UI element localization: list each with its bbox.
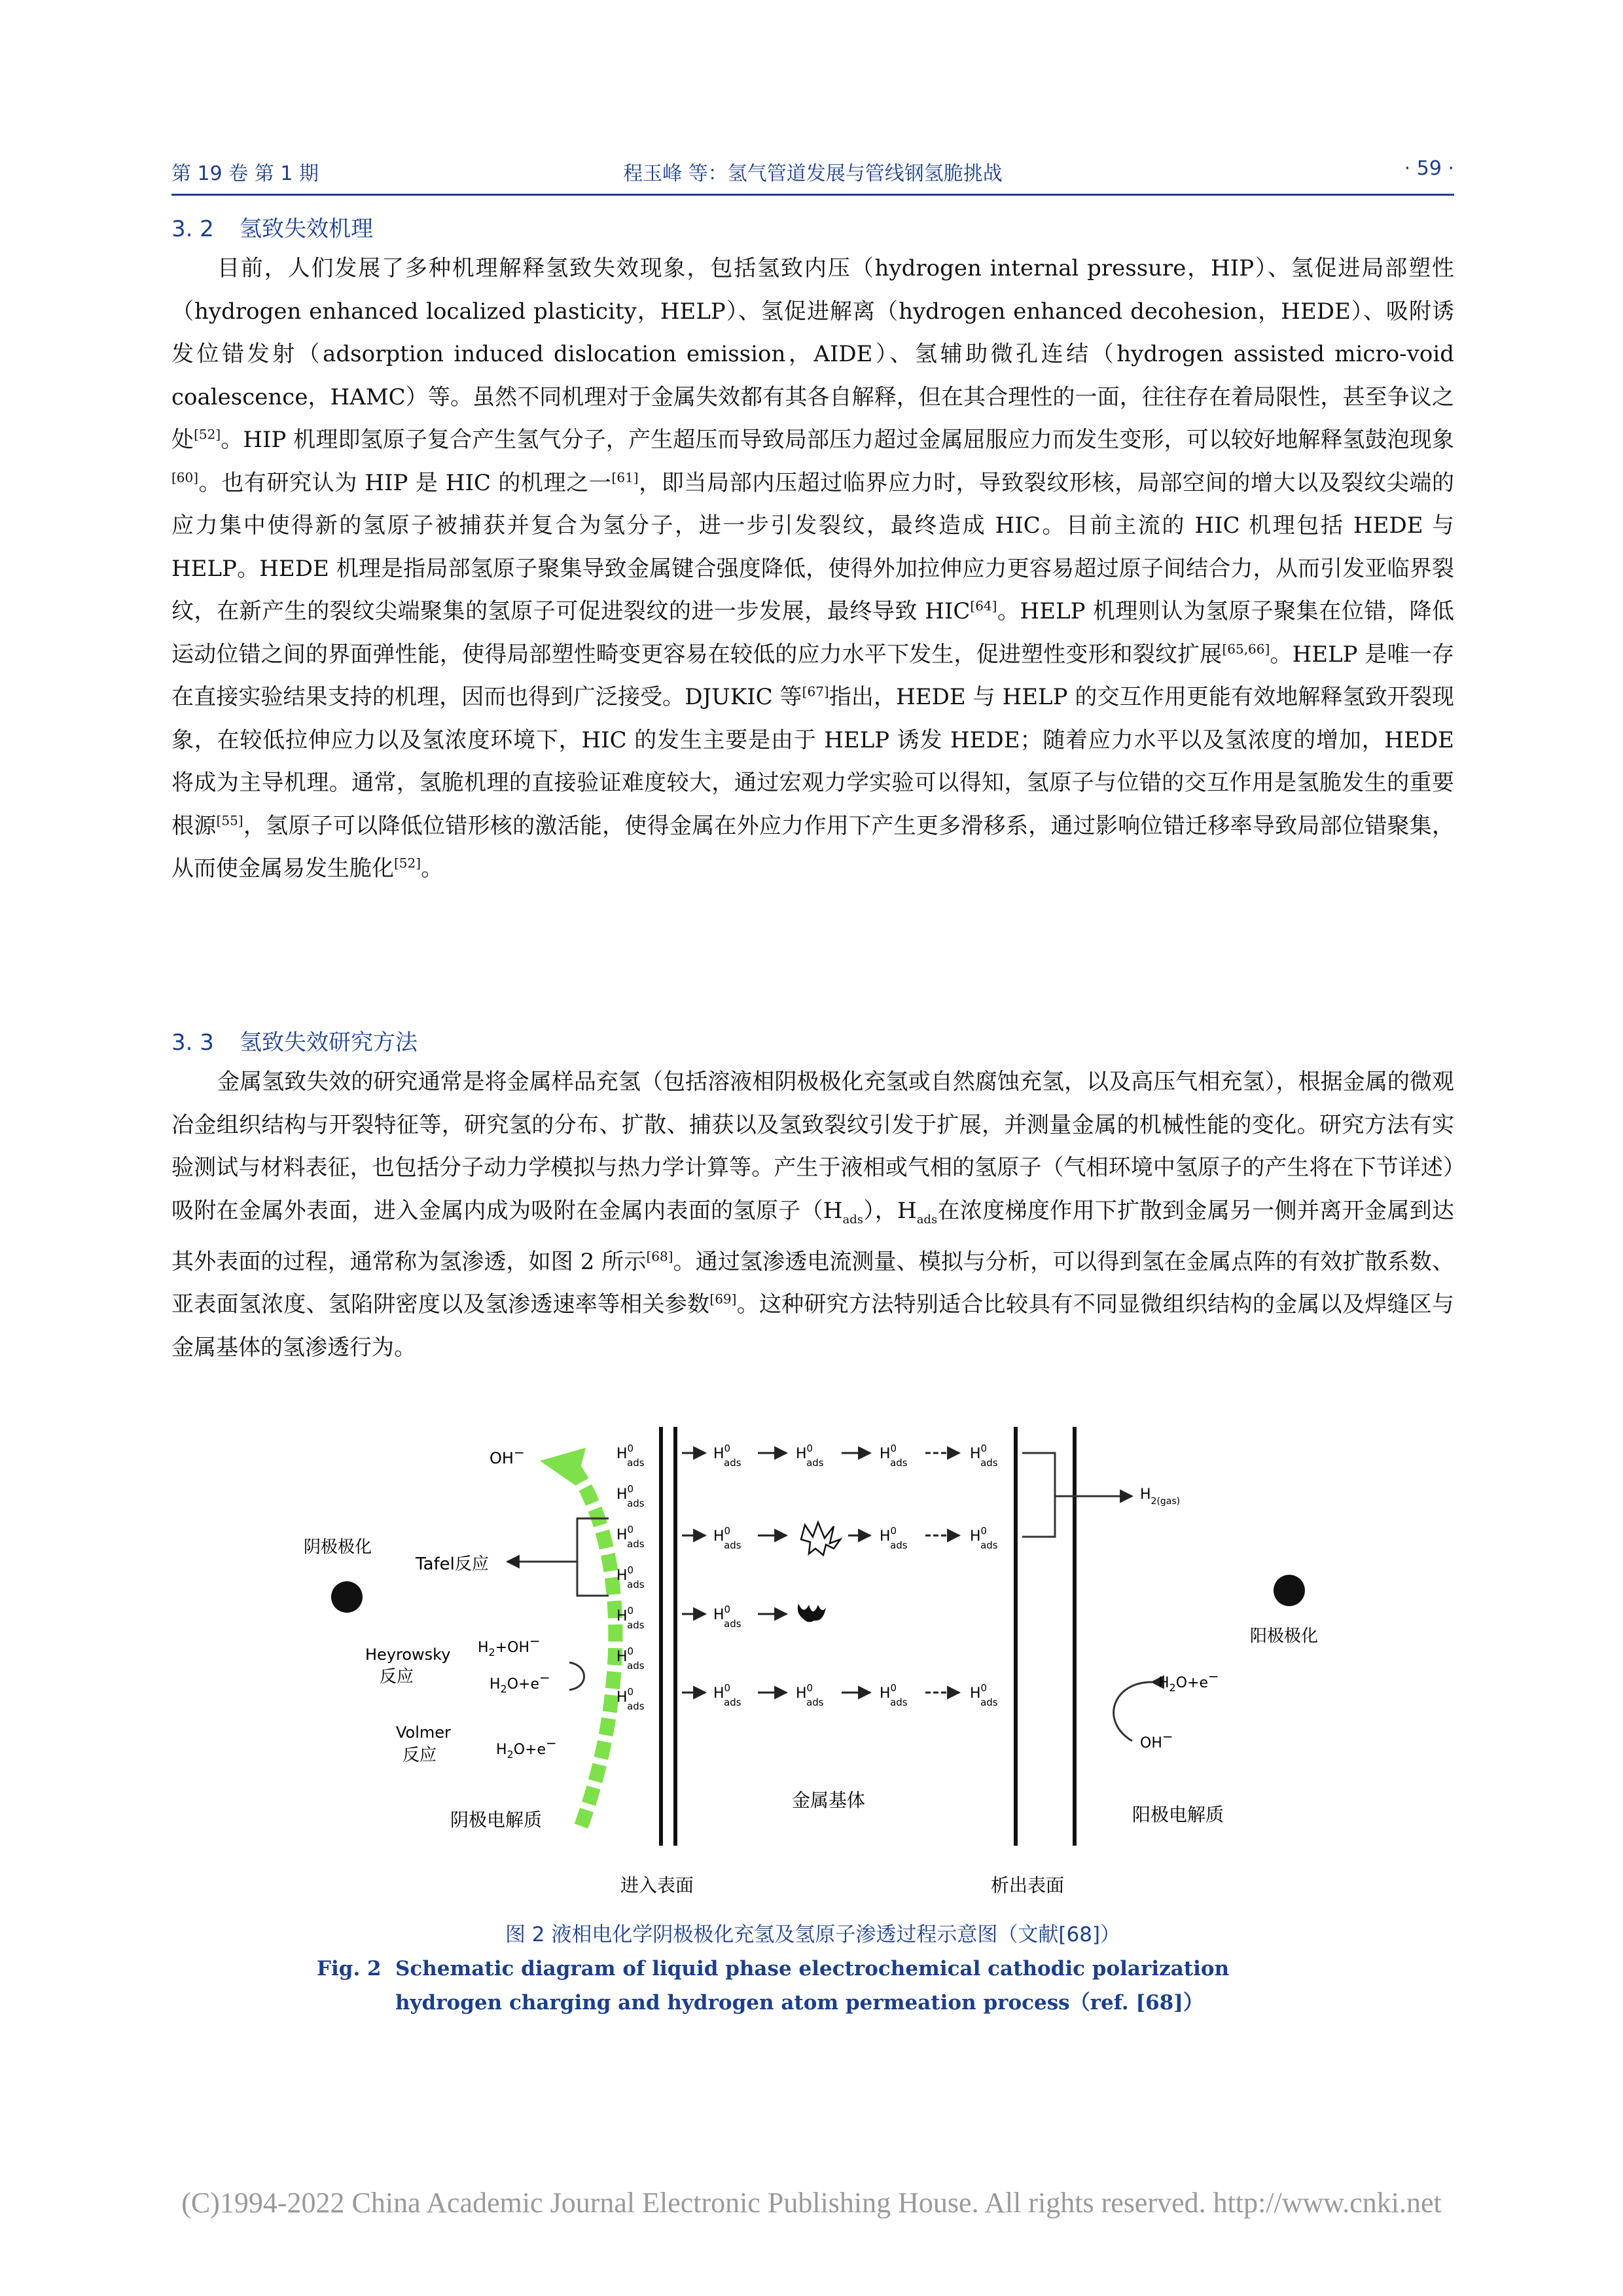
hads-label: $H^0$ ads <box>713 1682 741 1708</box>
hads-label: $H^0$ ads <box>616 1483 645 1509</box>
text-run: 。HIP 机理即氢原子复合产生氢气分子，产生超压而导致局部压力超过金属屈服应力而发生变形，可以较好地解释氢鼓泡现象 <box>221 427 1455 453</box>
page-number: · 59 · <box>1404 157 1454 180</box>
cathode-electrode <box>331 1581 363 1613</box>
cathode-polarization-label: 阴极极化 <box>304 1537 372 1557</box>
citation: [60] <box>171 469 199 486</box>
h2-oh-label: $H_2+OH-$ <box>478 1633 541 1659</box>
citation: [52] <box>194 426 221 442</box>
hads-label: $H^0$ ads <box>713 1443 741 1469</box>
text-run: 在浓度梯度作用下扩散到金属另一侧并离开金属到达其外表面的过程，通常称为氢渗透，如图 2 所示 <box>171 1197 1455 1275</box>
text-run: 。通过氢渗透电流测量、模拟与分析，可以得到氢在金属点阵的有效扩散系数、亚表面氢浓度、氢陷阱密度以及氢渗透速率等相关参数 <box>171 1248 1455 1318</box>
citation: [69] <box>709 1291 737 1307</box>
hads-label: $H^0$ ads <box>880 1682 908 1708</box>
heyrowsky-reaction-label: 反应 <box>380 1667 414 1687</box>
hydrogen-permeation-diagram <box>281 1407 1355 1905</box>
paragraph-mechanisms <box>171 247 1454 891</box>
exit-surface-label: 析出表面 <box>991 1874 1065 1896</box>
section-heading-3-3 <box>171 1024 418 1056</box>
section-number: 3. 2 <box>171 216 214 242</box>
running-title: 程玉峰 等：氢气管道发展与管线钢氢脆挑战 <box>623 162 1003 185</box>
hads-label: $H^0$ ads <box>880 1443 908 1469</box>
anode-polarization-label: 阳极极化 <box>1250 1626 1319 1646</box>
hads-label: $H^0$ ads <box>880 1525 908 1551</box>
permeation-row-3 <box>682 1604 826 1630</box>
figure-label: Fig. 2 <box>317 1957 382 1981</box>
copyright-footer: (C)1994-2022 China Academic Journal Electronic Publishing House. All rights reserved. http://www.cnki.net <box>181 2187 1442 2219</box>
anode-reaction-curve <box>1114 1682 1152 1741</box>
permeation-row-4 <box>682 1682 998 1708</box>
running-header <box>171 157 1454 192</box>
anode-electrode <box>1274 1575 1305 1606</box>
text-run: ，氢原子可以降低位错形核的激活能，使得金属在外应力作用下产生更多滑移系，通过影响位错迁移率导致局部位错聚集，从而使金属易发生脆化 <box>171 812 1455 882</box>
section-number: 3. 3 <box>171 1030 214 1056</box>
figure-caption-english <box>317 1952 1338 2020</box>
tafel-label: Tafel反应 <box>416 1554 489 1574</box>
subscript: ads <box>916 1212 938 1227</box>
h2-gas-label: $H_{2(gas)}$ <box>1140 1486 1181 1507</box>
text-run: 。 <box>421 855 444 882</box>
section-title: 氢致失效机理 <box>240 216 373 242</box>
cathode-electrolyte-label: 阴极电解质 <box>450 1809 543 1831</box>
text-run: 指出，HEDE 与 HELP 的交互作用更能有效地解释氢致开裂现象，在较低拉伸应力以及氢浓度环境下，HIC 的发生主要是由于 HELP 诱发 HEDE；随着应力水平以及氢浓度的增加，HEDE 将成为主导机理。通常，氢脆机理的直接验证难度较大，通过宏观力学实验可以得知，氢原子与位错的交互作用是氢脆发生的重要根源 <box>171 684 1454 839</box>
text-run: 。HELP 机理则认为氢原子聚集在位错，降低运动位错之间的界面弹性能，使得局部塑性畸变更容易在较低的应力水平下发生，促进塑性变形和裂纹扩展 <box>171 598 1454 668</box>
citation: [55] <box>216 812 243 829</box>
volmer-reaction-label: 反应 <box>402 1746 437 1765</box>
paragraph-methods <box>171 1061 1454 1369</box>
entry-surface-label: 进入表面 <box>620 1874 694 1896</box>
heyrowsky-label: Heyrowsky <box>365 1645 451 1664</box>
h2o-e-label-2: $H_2O+e-$ <box>496 1735 557 1761</box>
hads-label: $H^0$ ads <box>970 1682 998 1708</box>
hads-label: $H^0$ ads <box>616 1524 645 1550</box>
hads-label: $H^0$ ads <box>616 1686 645 1712</box>
citation: [67] <box>802 683 829 700</box>
heyrowsky-curve <box>569 1662 584 1690</box>
hads-label: $H^0$ ads <box>796 1443 824 1469</box>
hads-label: $H^0$ ads <box>616 1443 645 1469</box>
citation: [68] <box>646 1248 673 1265</box>
hads-label: $H^0$ ads <box>616 1564 645 1590</box>
text-run: ，即当局部内压超过临界应力时，导致裂纹形核，局部空间的增大以及裂纹尖端的应力集中使得新的氢原子被捕获并复合为氢分子，进一步引发裂纹，最终造成 HIC。目前主流的 HIC 机理包括 HEDE 与 HELP。HEDE 机理是指局部氢原子聚集导致金属键合强度降低，使得外加拉伸应力更容易超过原子间结合力，从而引发亚临界裂纹，在新产生的裂纹尖端聚集的氢原子可促进裂纹的进一步发展，最终导致 HIC <box>171 469 1454 624</box>
hydrogen-trap-icon <box>798 1604 826 1622</box>
section-title: 氢致失效研究方法 <box>240 1030 418 1056</box>
dislocation-tangle-icon <box>801 1522 840 1555</box>
oh-top-label: OH− <box>490 1444 525 1467</box>
hads-label: $H^0$ ads <box>796 1682 824 1708</box>
text-run: 。HELP 是唯一存在直接实验结果支持的机理，因而也得到广泛接受。DJUKIC 等 <box>171 641 1454 710</box>
text-run: 。这种研究方法特别适合比较具有不同显微组织结构的金属以及焊缝区与金属基体的氢渗透行为。 <box>171 1291 1455 1361</box>
section-heading-3-2 <box>171 211 373 243</box>
citation: [61] <box>611 469 639 486</box>
anode-electrolyte-label: 阳极电解质 <box>1132 1804 1224 1825</box>
citation: [65,66] <box>1222 641 1270 657</box>
permeation-row-2 <box>682 1522 998 1555</box>
hads-label: $H^0$ ads <box>970 1443 998 1469</box>
header-divider <box>171 194 1454 196</box>
subscript: ads <box>842 1212 864 1227</box>
h2-gas-bracket <box>1022 1453 1055 1537</box>
permeation-row-1 <box>682 1443 998 1469</box>
text-run: 。也有研究认为 HIP 是 HIC 的机理之一 <box>198 469 612 496</box>
citation: [64] <box>970 598 997 614</box>
citation: [52] <box>394 855 421 871</box>
figure-caption-text: Schematic diagram of liquid phase electrochemical cathodic polarization hydrogen charging and hydrogen atom permeation process（ref. [68]） <box>395 1957 1230 2015</box>
anode-h2o-e-label: $H_2O+e-$ <box>1158 1668 1219 1694</box>
text-run: 目前，人们发展了多种机理解释氢致失效现象，包括氢致内压（hydrogen internal pressure，HIP）、氢促进局部塑性（hydrogen enhanced localized plasticity，HELP）、氢促进解离（hydrogen enhanced decohesion，HEDE）、吸附诱发位错发射（adsorption induced dislocation emission，AIDE）、氢辅助微孔连结（hydrogen assisted micro-void coalescence，HAMC）等。虽然不同机理对于金属失效都有其各自解释，但在其合理性的一面，往往存在着局限性，甚至争议之处 <box>171 255 1454 453</box>
text-run: 金属氢致失效的研究通常是将金属样品充氢（包括溶液相阴极极化充氢或自然腐蚀充氢，以及高压气相充氢），根据金属的微观冶金组织结构与开裂特征等，研究氢的分布、扩散、捕获以及氢致裂纹引发于扩展，并测量金属的机械性能的变化。研究方法有实验测试与材料表征，也包括分子动力学模拟与热力学计算等。产生于液相或气相的氢原子（气相环境中氢原子的产生将在下节详述）吸附在金属外表面，进入金属内成为吸附在金属内表面的氢原子（H <box>171 1069 1454 1224</box>
anode-oh-label: OH− <box>1140 1729 1173 1751</box>
entry-hads-column <box>616 1443 645 1712</box>
text-run: ），H <box>863 1197 917 1224</box>
green-reaction-arrow <box>573 1466 615 1826</box>
volmer-label: Volmer <box>396 1723 451 1742</box>
journal-volume-issue: 第 19 卷 第 1 期 <box>171 162 319 185</box>
hads-label: $H^0$ ads <box>713 1525 741 1551</box>
hads-label: $H^0$ ads <box>616 1645 645 1672</box>
hads-label: $H^0$ ads <box>616 1605 645 1631</box>
h2o-e-label-1: $H_2O+e-$ <box>490 1670 550 1695</box>
metal-substrate-label: 金属基体 <box>792 1789 866 1811</box>
hads-label: $H^0$ ads <box>970 1525 998 1551</box>
figure-caption-chinese: 图 2 液相电化学阴极极化充氢及氢原子渗透过程示意图（文献[68]） <box>505 1923 1121 1946</box>
hads-label: $H^0$ ads <box>713 1604 741 1630</box>
